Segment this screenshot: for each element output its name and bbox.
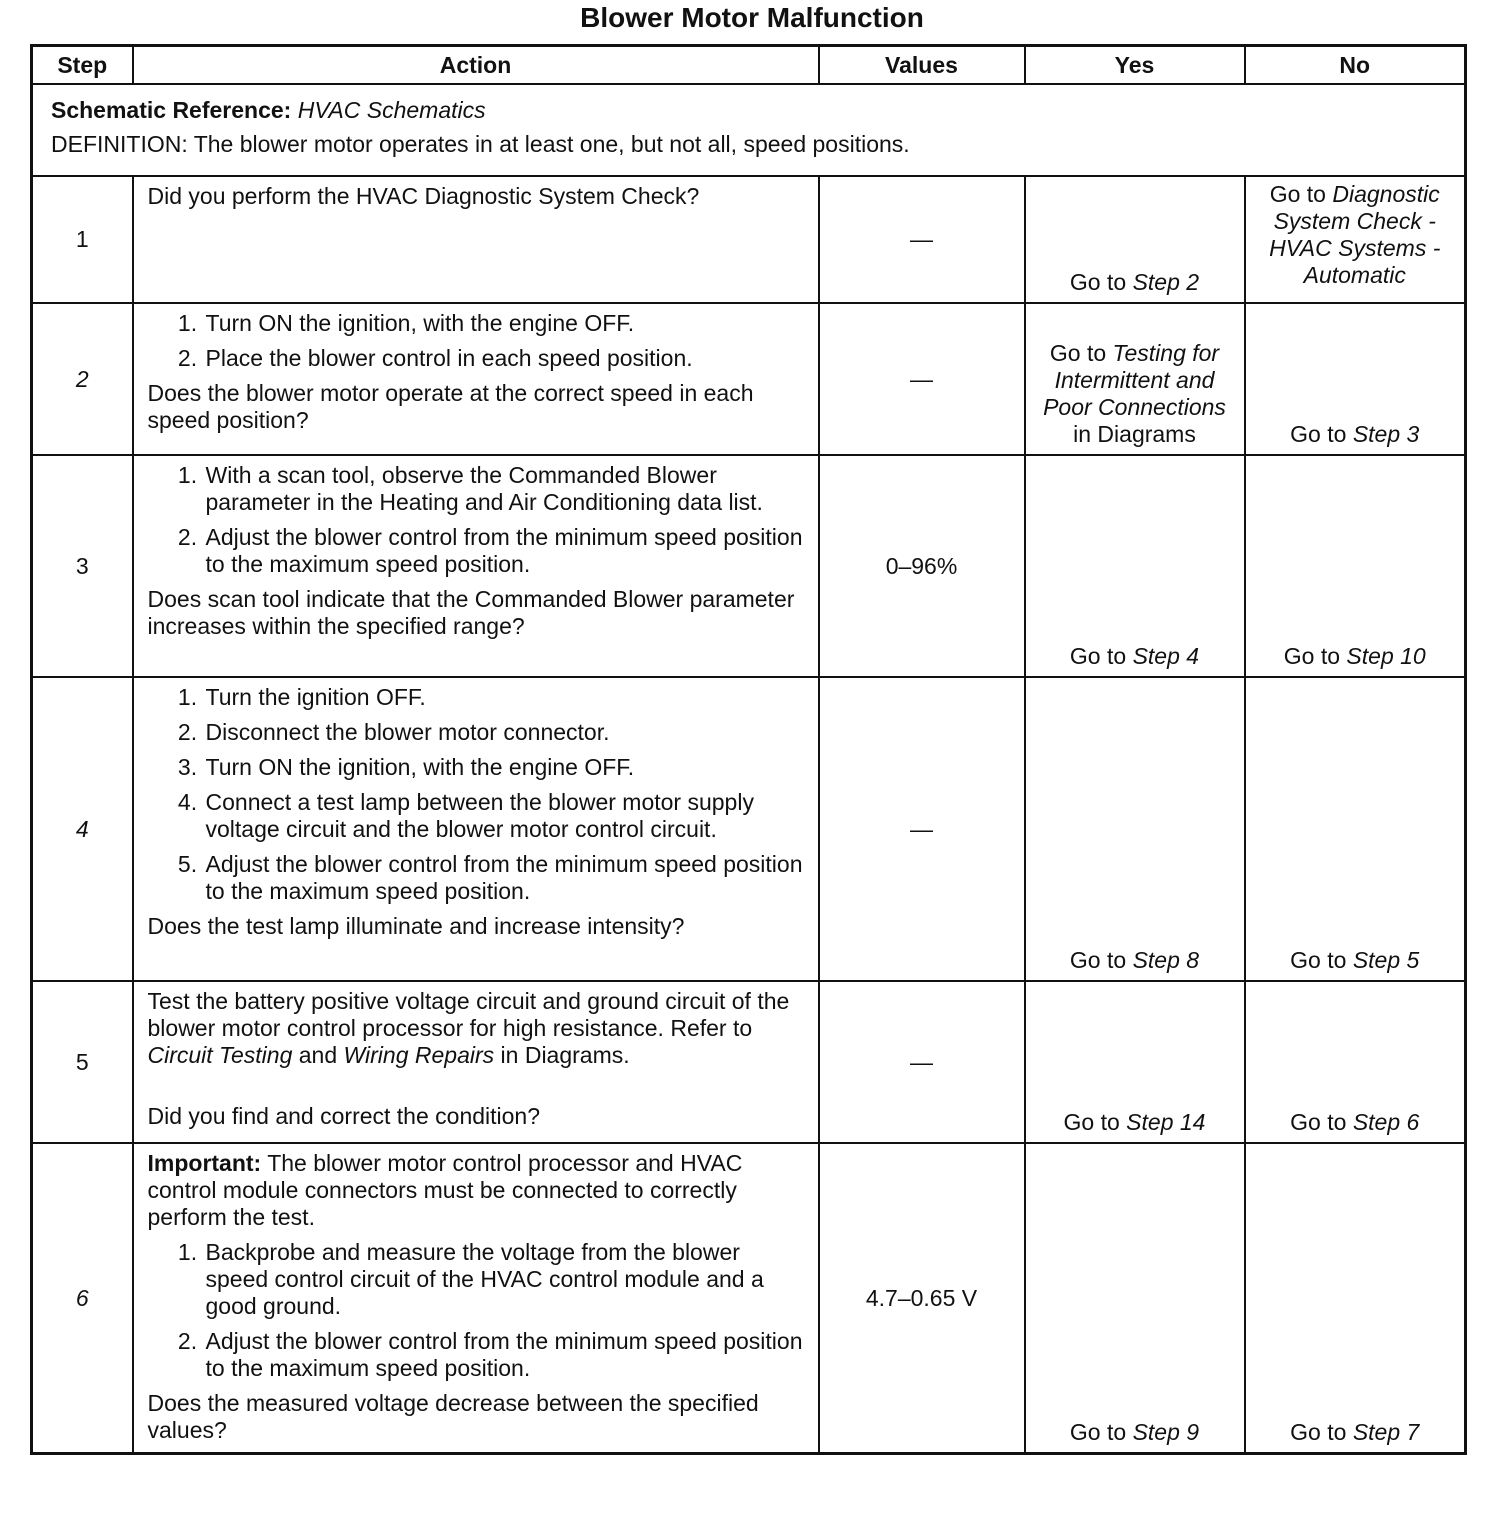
no-cell: [1245, 455, 1466, 677]
yes-link: Step 9: [1132, 1419, 1200, 1445]
action-text-and: and: [292, 1042, 344, 1068]
spacer: [148, 1069, 806, 1103]
yes-pre: Go to: [1063, 1109, 1127, 1135]
action-item: 2. Adjust the blower control from the minimum speed position to the maximum speed position.: [204, 1328, 806, 1382]
yes-pre: Go to: [1069, 1419, 1133, 1445]
yes-cell: [1025, 677, 1245, 981]
yes-pre: Go to: [1069, 269, 1133, 295]
action-item: 1. Backprobe and measure the voltage from the blower speed control circuit of the HVAC control module and a good ground.: [204, 1239, 806, 1320]
table-row: [32, 455, 1466, 677]
action-item: 5. Adjust the blower control from the minimum speed position to the maximum speed position.: [204, 851, 806, 905]
no-cell: [1245, 677, 1466, 981]
action-cell: [133, 677, 819, 981]
yes-cell: [1025, 455, 1245, 677]
header-yes: Yes: [1025, 46, 1245, 85]
circuit-testing-link: Circuit Testing: [147, 1042, 293, 1068]
table-row: [32, 303, 1466, 455]
action-item: 2. Place the blower control in each speed position.: [204, 345, 806, 372]
diagnostic-table: [30, 44, 1467, 1455]
value-cell: —: [819, 176, 1025, 303]
no-pre: Go to: [1290, 1109, 1353, 1135]
yes-cell: [1025, 981, 1245, 1143]
no-cell: [1245, 1143, 1466, 1454]
no-cell: [1245, 176, 1466, 303]
schematic-reference: [51, 93, 1446, 127]
page-title: Blower Motor Malfunction: [580, 2, 924, 33]
action-cell: [133, 1143, 819, 1454]
action-list: [148, 684, 806, 905]
yes-cell: [1025, 176, 1245, 303]
value-cell: —: [819, 981, 1025, 1143]
action-item: 2. Disconnect the blower motor connector.: [204, 719, 806, 746]
wiring-repairs-link: Wiring Repairs: [343, 1042, 495, 1068]
definition-text: DEFINITION: The blower motor operates in at least one, but not all, speed positions.: [51, 131, 910, 157]
action-question: Did you perform the HVAC Diagnostic System Check?: [147, 183, 700, 209]
value-cell: 4.7–0.65 V: [819, 1143, 1025, 1454]
no-link: Step 5: [1352, 947, 1420, 973]
action-list: [148, 1239, 806, 1382]
action-item: 3. Turn ON the ignition, with the engine OFF.: [204, 754, 806, 781]
schematic-link: HVAC Schematics: [297, 97, 486, 123]
step-number: 3: [32, 455, 133, 677]
action-list: [148, 310, 806, 372]
action-cell: [133, 981, 819, 1143]
important-text: The blower motor control processor and HVAC control module connectors must be connected to correctly perform the test.: [147, 1150, 743, 1230]
schematic-cell: [32, 84, 1466, 176]
table-row: [32, 176, 1466, 303]
action-cell: [133, 176, 819, 303]
table-row: [32, 1143, 1466, 1454]
yes-link: Step 4: [1132, 643, 1200, 669]
yes-pre: Go to: [1049, 340, 1113, 366]
action-question: Did you find and correct the condition?: [147, 1103, 541, 1129]
action-question: Does scan tool indicate that the Commanded Blower parameter increases within the specified range?: [147, 586, 795, 639]
no-pre: Go to: [1290, 947, 1353, 973]
no-link: Diagnostic System Check - HVAC Systems - Automatic: [1269, 181, 1441, 288]
action-question: Does the measured voltage decrease between the specified values?: [147, 1390, 759, 1443]
header-no: No: [1245, 46, 1466, 85]
important-label: Important:: [147, 1150, 262, 1176]
yes-link: Testing for Intermittent and Poor Connections: [1043, 340, 1226, 420]
yes-pre: Go to: [1069, 643, 1133, 669]
no-pre: Go to: [1290, 1419, 1353, 1445]
header-step: Step: [32, 46, 133, 85]
header-row: [32, 46, 1466, 85]
step-number: 2: [32, 303, 133, 455]
yes-link: Step 2: [1132, 269, 1200, 295]
action-item: 1. With a scan tool, observe the Commanded Blower parameter in the Heating and Air Conditioning data list.: [204, 462, 806, 516]
step-number: 6: [32, 1143, 133, 1454]
no-cell: [1245, 981, 1466, 1143]
value-cell: —: [819, 303, 1025, 455]
action-list: [148, 462, 806, 578]
no-link: Step 6: [1352, 1109, 1420, 1135]
action-cell: [133, 455, 819, 677]
value-cell: 0–96%: [819, 455, 1025, 677]
header-action: Action: [133, 46, 819, 85]
header-values: Values: [819, 46, 1025, 85]
schematic-label: Schematic Reference:: [51, 97, 292, 123]
step-number: 5: [32, 981, 133, 1143]
schematic-row: [32, 84, 1466, 176]
action-item: 1. Turn the ignition OFF.: [204, 684, 806, 711]
yes-cell: [1025, 303, 1245, 455]
action-text: [148, 988, 806, 1069]
no-link: Step 3: [1352, 421, 1420, 447]
table-row: [32, 981, 1466, 1143]
no-cell: [1245, 303, 1466, 455]
action-question: Does the test lamp illuminate and increase intensity?: [147, 913, 685, 939]
yes-link: Step 14: [1126, 1109, 1206, 1135]
table-row: [32, 677, 1466, 981]
action-text-post: in Diagrams.: [494, 1042, 630, 1068]
no-link: Step 7: [1352, 1419, 1420, 1445]
no-pre: Go to: [1290, 421, 1353, 447]
action-item: 4. Connect a test lamp between the blower motor supply voltage circuit and the blower motor control circuit.: [204, 789, 806, 843]
action-item: 2. Adjust the blower control from the minimum speed position to the maximum speed position.: [204, 524, 806, 578]
no-pre: Go to: [1283, 643, 1347, 669]
step-number: 1: [32, 176, 133, 303]
action-cell: [133, 303, 819, 455]
yes-post: in Diagrams: [1073, 421, 1196, 447]
value-cell: —: [819, 677, 1025, 981]
action-question: Does the blower motor operate at the correct speed in each speed position?: [147, 380, 754, 433]
yes-cell: [1025, 1143, 1245, 1454]
yes-pre: Go to: [1069, 947, 1133, 973]
no-pre: Go to: [1269, 181, 1333, 207]
no-link: Step 10: [1346, 643, 1426, 669]
yes-link: Step 8: [1132, 947, 1200, 973]
important-note: [148, 1150, 806, 1231]
step-number: 4: [32, 677, 133, 981]
action-item: 1. Turn ON the ignition, with the engine OFF.: [204, 310, 806, 337]
action-text-pre: Test the battery positive voltage circuit and ground circuit of the blower motor control processor for high resistance. Refer to: [147, 988, 790, 1041]
